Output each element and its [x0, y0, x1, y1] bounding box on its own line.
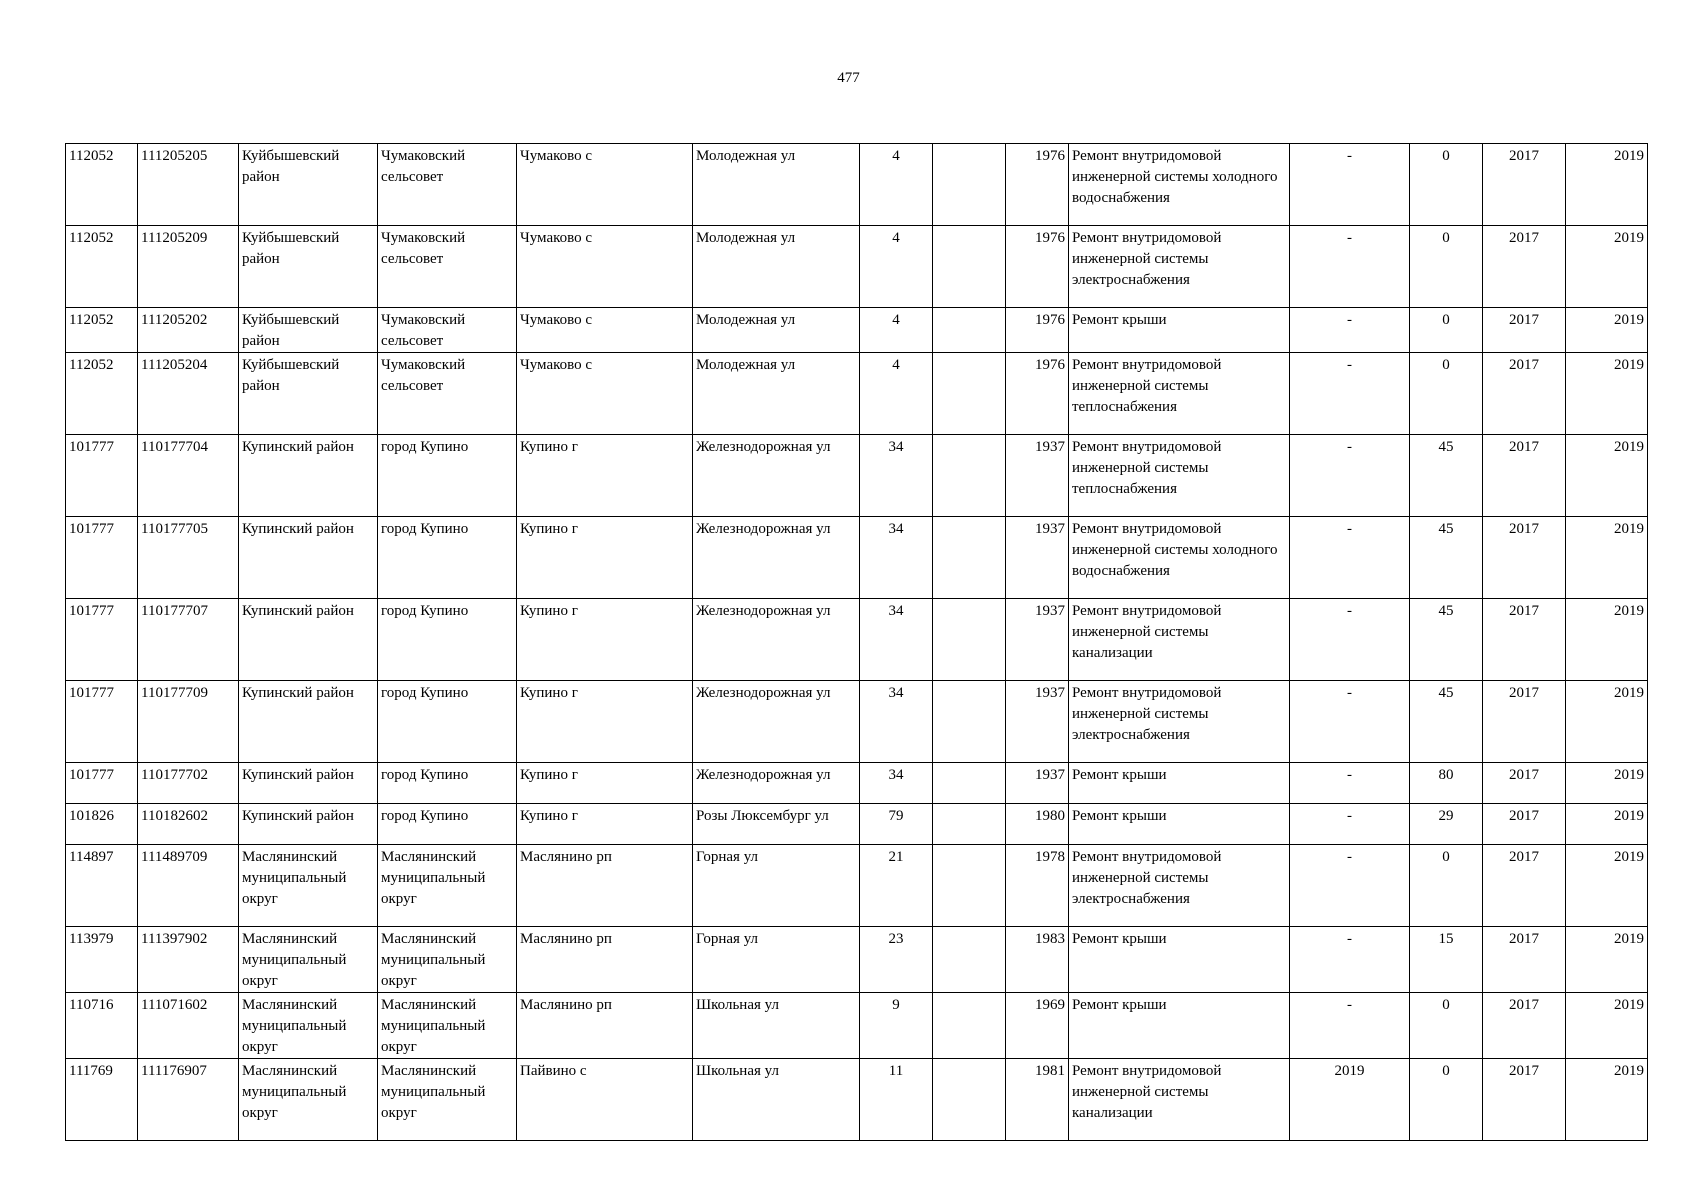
work-id-cell: 111489709: [138, 845, 239, 927]
period-start-cell: 2017: [1483, 308, 1566, 353]
district-cell: Купинский район: [239, 763, 378, 804]
year-built-cell: 1976: [1006, 308, 1069, 353]
wear-cell: 29: [1410, 804, 1483, 845]
settlement-cell: Маслянино рп: [517, 993, 693, 1059]
street-cell: Железнодорожная ул: [693, 599, 860, 681]
wear-cell: 45: [1410, 517, 1483, 599]
year-built-cell: 1937: [1006, 681, 1069, 763]
year-built-cell: 1937: [1006, 763, 1069, 804]
period-start-cell: 2017: [1483, 804, 1566, 845]
district-cell: Куйбышевский район: [239, 308, 378, 353]
table-row: [66, 1059, 1648, 1141]
year-built-cell: 1969: [1006, 993, 1069, 1059]
house-number-cell: 79: [860, 804, 933, 845]
year-built-cell: 1978: [1006, 845, 1069, 927]
district-cell: Купинский район: [239, 435, 378, 517]
house-number-cell: 4: [860, 144, 933, 226]
work-id-cell: 111397902: [138, 927, 239, 993]
work-type-cell: Ремонт внутридомовой инженерной системы теплоснабжения: [1069, 435, 1290, 517]
last-repair-cell: 2019: [1290, 1059, 1410, 1141]
district-cell: Маслянинский муниципальный округ: [239, 927, 378, 993]
municipality-cell: Чумаковский сельсовет: [378, 226, 517, 308]
wear-cell: 0: [1410, 226, 1483, 308]
work-type-cell: Ремонт внутридомовой инженерной системы холодного водоснабжения: [1069, 144, 1290, 226]
house-number-cell: 11: [860, 1059, 933, 1141]
last-repair-cell: -: [1290, 308, 1410, 353]
settlement-cell: Чумаково с: [517, 308, 693, 353]
work-type-cell: Ремонт внутридомовой инженерной системы канализации: [1069, 599, 1290, 681]
house-id-cell: 101777: [66, 599, 138, 681]
work-id-cell: 111071602: [138, 993, 239, 1059]
period-start-cell: 2017: [1483, 226, 1566, 308]
period-end-cell: 2019: [1566, 435, 1648, 517]
house-id-cell: 114897: [66, 845, 138, 927]
district-cell: Куйбышевский район: [239, 353, 378, 435]
period-end-cell: 2019: [1566, 993, 1648, 1059]
house-number-cell: 4: [860, 226, 933, 308]
settlement-cell: Купино г: [517, 435, 693, 517]
settlement-cell: Купино г: [517, 804, 693, 845]
table-body: [66, 144, 1648, 1141]
house-id-cell: 111769: [66, 1059, 138, 1141]
year-built-cell: 1980: [1006, 804, 1069, 845]
year-built-cell: 1937: [1006, 517, 1069, 599]
period-end-cell: 2019: [1566, 804, 1648, 845]
work-type-cell: Ремонт внутридомовой инженерной системы теплоснабжения: [1069, 353, 1290, 435]
last-repair-cell: -: [1290, 226, 1410, 308]
house-number-cell: 21: [860, 845, 933, 927]
year-built-cell: 1981: [1006, 1059, 1069, 1141]
table-row: [66, 681, 1648, 763]
period-end-cell: 2019: [1566, 927, 1648, 993]
work-id-cell: 110177707: [138, 599, 239, 681]
house-number-cell: 34: [860, 517, 933, 599]
house-number-cell: 34: [860, 435, 933, 517]
wear-cell: 45: [1410, 681, 1483, 763]
table-row: [66, 845, 1648, 927]
last-repair-cell: -: [1290, 993, 1410, 1059]
last-repair-cell: -: [1290, 845, 1410, 927]
municipality-cell: Маслянинский муниципальный округ: [378, 993, 517, 1059]
year-built-cell: 1976: [1006, 226, 1069, 308]
building-cell: [933, 1059, 1006, 1141]
municipality-cell: город Купино: [378, 517, 517, 599]
period-end-cell: 2019: [1566, 1059, 1648, 1141]
work-id-cell: 110177702: [138, 763, 239, 804]
table-row: [66, 927, 1648, 993]
table-row: [66, 308, 1648, 353]
municipality-cell: город Купино: [378, 435, 517, 517]
building-cell: [933, 927, 1006, 993]
house-id-cell: 112052: [66, 226, 138, 308]
house-id-cell: 101777: [66, 681, 138, 763]
building-cell: [933, 435, 1006, 517]
settlement-cell: Пайвино с: [517, 1059, 693, 1141]
street-cell: Железнодорожная ул: [693, 517, 860, 599]
building-cell: [933, 681, 1006, 763]
period-start-cell: 2017: [1483, 144, 1566, 226]
last-repair-cell: -: [1290, 681, 1410, 763]
building-cell: [933, 308, 1006, 353]
municipality-cell: Чумаковский сельсовет: [378, 353, 517, 435]
period-end-cell: 2019: [1566, 308, 1648, 353]
municipality-cell: Чумаковский сельсовет: [378, 144, 517, 226]
building-cell: [933, 144, 1006, 226]
settlement-cell: Купино г: [517, 599, 693, 681]
street-cell: Горная ул: [693, 927, 860, 993]
street-cell: Школьная ул: [693, 1059, 860, 1141]
work-type-cell: Ремонт крыши: [1069, 993, 1290, 1059]
house-id-cell: 113979: [66, 927, 138, 993]
street-cell: Молодежная ул: [693, 226, 860, 308]
work-id-cell: 110177705: [138, 517, 239, 599]
wear-cell: 0: [1410, 993, 1483, 1059]
period-start-cell: 2017: [1483, 681, 1566, 763]
wear-cell: 0: [1410, 353, 1483, 435]
street-cell: Школьная ул: [693, 993, 860, 1059]
table-row: [66, 763, 1648, 804]
street-cell: Железнодорожная ул: [693, 681, 860, 763]
municipality-cell: город Купино: [378, 763, 517, 804]
house-number-cell: 34: [860, 763, 933, 804]
period-end-cell: 2019: [1566, 144, 1648, 226]
last-repair-cell: -: [1290, 435, 1410, 517]
work-type-cell: Ремонт крыши: [1069, 927, 1290, 993]
work-type-cell: Ремонт крыши: [1069, 308, 1290, 353]
year-built-cell: 1937: [1006, 599, 1069, 681]
period-start-cell: 2017: [1483, 599, 1566, 681]
period-start-cell: 2017: [1483, 993, 1566, 1059]
house-number-cell: 34: [860, 599, 933, 681]
work-id-cell: 110177704: [138, 435, 239, 517]
building-cell: [933, 804, 1006, 845]
building-cell: [933, 845, 1006, 927]
last-repair-cell: -: [1290, 353, 1410, 435]
period-end-cell: 2019: [1566, 763, 1648, 804]
municipality-cell: город Купино: [378, 804, 517, 845]
year-built-cell: 1983: [1006, 927, 1069, 993]
last-repair-cell: -: [1290, 517, 1410, 599]
district-cell: Купинский район: [239, 681, 378, 763]
house-id-cell: 112052: [66, 308, 138, 353]
district-cell: Маслянинский муниципальный округ: [239, 993, 378, 1059]
period-end-cell: 2019: [1566, 681, 1648, 763]
registry-table: [65, 143, 1648, 1141]
work-id-cell: 110182602: [138, 804, 239, 845]
municipality-cell: город Купино: [378, 681, 517, 763]
building-cell: [933, 599, 1006, 681]
work-id-cell: 110177709: [138, 681, 239, 763]
house-number-cell: 9: [860, 993, 933, 1059]
work-type-cell: Ремонт внутридомовой инженерной системы электроснабжения: [1069, 845, 1290, 927]
street-cell: Железнодорожная ул: [693, 435, 860, 517]
period-start-cell: 2017: [1483, 517, 1566, 599]
settlement-cell: Чумаково с: [517, 144, 693, 226]
period-end-cell: 2019: [1566, 226, 1648, 308]
district-cell: Купинский район: [239, 804, 378, 845]
street-cell: Железнодорожная ул: [693, 763, 860, 804]
period-start-cell: 2017: [1483, 353, 1566, 435]
last-repair-cell: -: [1290, 763, 1410, 804]
district-cell: Куйбышевский район: [239, 226, 378, 308]
work-id-cell: 111205204: [138, 353, 239, 435]
settlement-cell: Купино г: [517, 763, 693, 804]
table-row: [66, 353, 1648, 435]
work-type-cell: Ремонт внутридомовой инженерной системы электроснабжения: [1069, 681, 1290, 763]
table-row: [66, 435, 1648, 517]
district-cell: Купинский район: [239, 517, 378, 599]
period-start-cell: 2017: [1483, 845, 1566, 927]
municipality-cell: Маслянинский муниципальный округ: [378, 845, 517, 927]
period-end-cell: 2019: [1566, 517, 1648, 599]
house-id-cell: 110716: [66, 993, 138, 1059]
wear-cell: 0: [1410, 1059, 1483, 1141]
year-built-cell: 1976: [1006, 353, 1069, 435]
settlement-cell: Купино г: [517, 517, 693, 599]
wear-cell: 45: [1410, 599, 1483, 681]
house-id-cell: 101777: [66, 517, 138, 599]
settlement-cell: Маслянино рп: [517, 927, 693, 993]
year-built-cell: 1937: [1006, 435, 1069, 517]
period-start-cell: 2017: [1483, 763, 1566, 804]
house-id-cell: 101777: [66, 763, 138, 804]
work-type-cell: Ремонт крыши: [1069, 804, 1290, 845]
street-cell: Молодежная ул: [693, 308, 860, 353]
building-cell: [933, 226, 1006, 308]
building-cell: [933, 763, 1006, 804]
year-built-cell: 1976: [1006, 144, 1069, 226]
table-row: [66, 993, 1648, 1059]
house-number-cell: 34: [860, 681, 933, 763]
work-type-cell: Ремонт внутридомовой инженерной системы электроснабжения: [1069, 226, 1290, 308]
period-end-cell: 2019: [1566, 845, 1648, 927]
building-cell: [933, 353, 1006, 435]
settlement-cell: Чумаково с: [517, 353, 693, 435]
period-start-cell: 2017: [1483, 435, 1566, 517]
municipality-cell: город Купино: [378, 599, 517, 681]
table-row: [66, 599, 1648, 681]
street-cell: Горная ул: [693, 845, 860, 927]
municipality-cell: Маслянинский муниципальный округ: [378, 927, 517, 993]
last-repair-cell: -: [1290, 927, 1410, 993]
house-id-cell: 112052: [66, 144, 138, 226]
last-repair-cell: -: [1290, 599, 1410, 681]
district-cell: Маслянинский муниципальный округ: [239, 1059, 378, 1141]
work-type-cell: Ремонт внутридомовой инженерной системы канализации: [1069, 1059, 1290, 1141]
period-end-cell: 2019: [1566, 353, 1648, 435]
wear-cell: 15: [1410, 927, 1483, 993]
period-end-cell: 2019: [1566, 599, 1648, 681]
house-id-cell: 101826: [66, 804, 138, 845]
wear-cell: 80: [1410, 763, 1483, 804]
wear-cell: 0: [1410, 144, 1483, 226]
table-row: [66, 144, 1648, 226]
municipality-cell: Чумаковский сельсовет: [378, 308, 517, 353]
work-id-cell: 111205205: [138, 144, 239, 226]
district-cell: Купинский район: [239, 599, 378, 681]
district-cell: Маслянинский муниципальный округ: [239, 845, 378, 927]
work-type-cell: Ремонт внутридомовой инженерной системы холодного водоснабжения: [1069, 517, 1290, 599]
work-type-cell: Ремонт крыши: [1069, 763, 1290, 804]
house-number-cell: 4: [860, 308, 933, 353]
street-cell: Молодежная ул: [693, 353, 860, 435]
settlement-cell: Маслянино рп: [517, 845, 693, 927]
municipality-cell: Маслянинский муниципальный округ: [378, 1059, 517, 1141]
table-row: [66, 226, 1648, 308]
street-cell: Молодежная ул: [693, 144, 860, 226]
building-cell: [933, 993, 1006, 1059]
wear-cell: 0: [1410, 845, 1483, 927]
period-start-cell: 2017: [1483, 1059, 1566, 1141]
building-cell: [933, 517, 1006, 599]
district-cell: Куйбышевский район: [239, 144, 378, 226]
wear-cell: 45: [1410, 435, 1483, 517]
work-id-cell: 111176907: [138, 1059, 239, 1141]
table-row: [66, 804, 1648, 845]
house-number-cell: 4: [860, 353, 933, 435]
table-row: [66, 517, 1648, 599]
street-cell: Розы Люксембург ул: [693, 804, 860, 845]
settlement-cell: Купино г: [517, 681, 693, 763]
settlement-cell: Чумаково с: [517, 226, 693, 308]
house-id-cell: 101777: [66, 435, 138, 517]
last-repair-cell: -: [1290, 144, 1410, 226]
last-repair-cell: -: [1290, 804, 1410, 845]
page-number: 477: [837, 70, 860, 86]
period-start-cell: 2017: [1483, 927, 1566, 993]
house-id-cell: 112052: [66, 353, 138, 435]
house-number-cell: 23: [860, 927, 933, 993]
work-id-cell: 111205202: [138, 308, 239, 353]
wear-cell: 0: [1410, 308, 1483, 353]
work-id-cell: 111205209: [138, 226, 239, 308]
